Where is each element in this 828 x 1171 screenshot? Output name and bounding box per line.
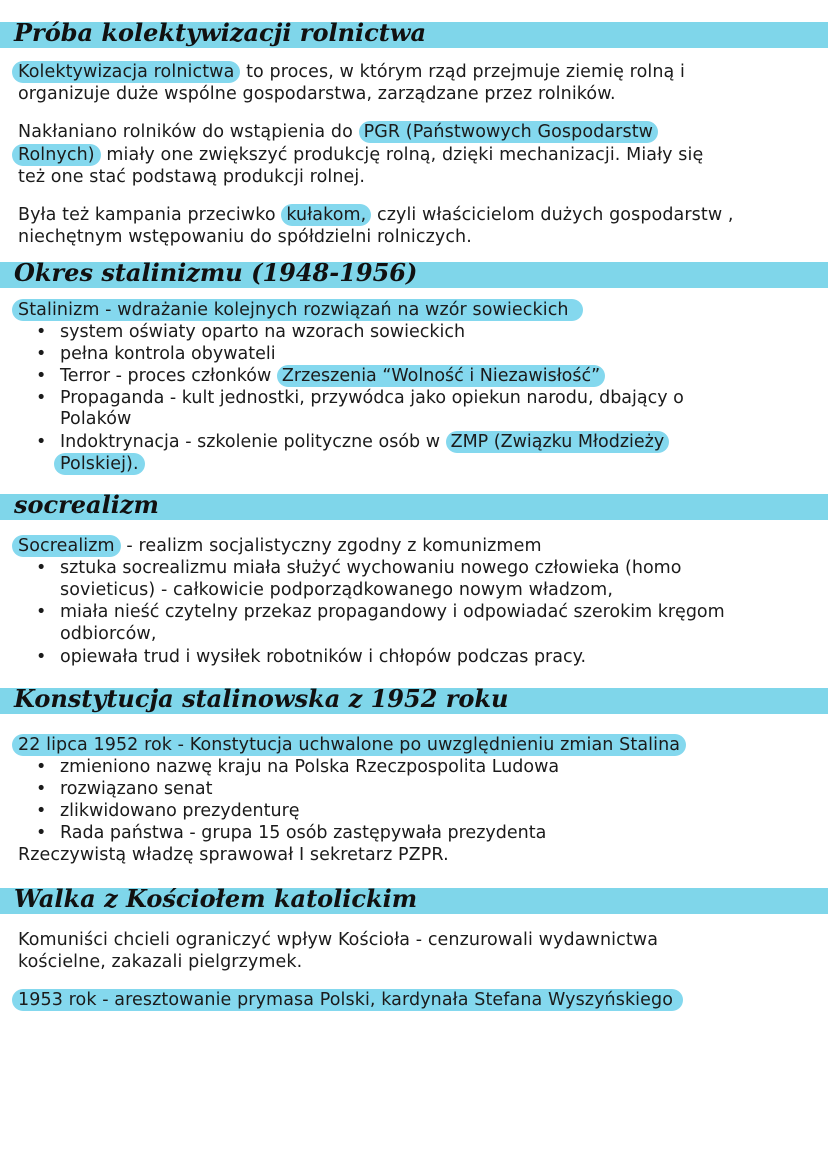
paragraph-line: organizuje duże wspólne gospodarstwa, zarządzane przez rolników. — [18, 84, 616, 104]
paragraph-line: kościelne, zakazali pielgrzymek. — [18, 952, 303, 972]
list-item-continuation: Polaków — [60, 409, 132, 429]
highlight-term: 22 lipca 1952 rok - Konstytucja uchwalone po uwzględnieniu zmian Stalina — [12, 734, 686, 756]
paragraph-line: Kolektywizacja rolnictwa to proces, w którym rząd przejmuje ziemię rolną i — [18, 62, 685, 83]
highlight-term: Stalinizm - wdrażanie kolejnych rozwiązań na wzór sowieckich — [12, 299, 583, 321]
highlight-term: Zrzeszenia “Wolność i Niezawisłość” — [277, 365, 605, 387]
paragraph-line: Była też kampania przeciwko kułakom, czyli właścicielom dużych gospodarstw , — [18, 205, 734, 225]
highlight-term: ZMP (Związku Młodzieży — [446, 431, 670, 453]
section-title-kolektywizacja: Próba kolektywizacji rolnictwa — [14, 18, 427, 47]
paragraph-line: Rzeczywistą władzę sprawował I sekretarz PZPR. — [18, 845, 449, 865]
highlight-term: Socrealizm — [12, 535, 121, 557]
paragraph-line: też one stać podstawą produkcji rolnej. — [18, 167, 366, 187]
paragraph-line: Komuniści chcieli ograniczyć wpływ Kościoła - cenzurowali wydawnictwa — [18, 930, 659, 950]
highlight-term: Rolnych) — [12, 144, 101, 166]
paragraph-line: Rolnych) miały one zwiększyć produkcję rolną, dzięki mechanizacji. Miały się — [18, 145, 703, 166]
section-title-konstytucja: Konstytucja stalinowska z 1952 roku — [14, 684, 509, 713]
paragraph-line — [18, 735, 686, 756]
highlight-term: 1953 rok - aresztowanie prymasa Polski, kardynała Stefana Wyszyńskiego — [12, 989, 683, 1011]
list-item-continuation: odbiorców, — [60, 624, 157, 644]
paragraph-line: Nakłaniano rolników do wstąpienia do PGR (Państwowych Gospodarstw — [18, 122, 658, 143]
paragraph-line: Socrealizm - realizm socjalistyczny zgodny z komunizmem — [18, 536, 542, 557]
paragraph-line — [18, 990, 683, 1011]
section-title-kosciol: Walka z Kościołem katolickim — [14, 884, 418, 913]
paragraph-line — [18, 300, 583, 321]
highlight-term: kułakom, — [281, 204, 371, 226]
highlight-term: Kolektywizacja rolnictwa — [12, 61, 240, 83]
list-item-continuation — [60, 454, 145, 475]
paragraph-line: niechętnym wstępowaniu do spółdzielni rolniczych. — [18, 227, 472, 247]
highlight-term: PGR (Państwowych Gospodarstw — [359, 121, 659, 143]
section-title-stalinizm: Okres stalinizmu (1948-1956) — [14, 258, 418, 287]
highlight-term: Polskiej). — [54, 453, 145, 475]
section-title-socrealizm: socrealizm — [14, 490, 159, 519]
list-item-continuation: sovieticus) - całkowicie podporządkowanego nowym władzom, — [60, 580, 613, 600]
